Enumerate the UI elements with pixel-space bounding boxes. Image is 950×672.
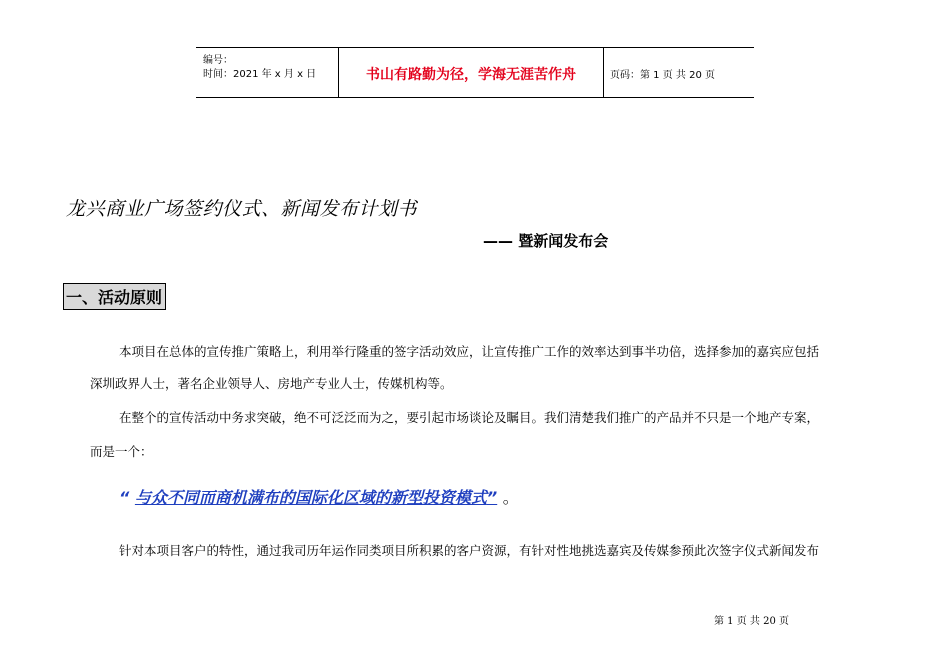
paragraph-line: 本项目在总体的宣传推广策略上，利用举行隆重的签字活动效应，让宣传推广工作的效率达到事半功倍，选择参加的嘉宾应包括 bbox=[119, 344, 820, 359]
section-heading: 一、活动原则 bbox=[63, 283, 166, 310]
date-label: 时间：2021 年 x 月 x 日 bbox=[203, 69, 317, 80]
serial-label: 编号： bbox=[203, 55, 233, 66]
paragraph-line: 针对本项目客户的特性，通过我司历年运作同类项目所积累的客户资源，有针对性地挑选嘉宾及传媒参预此次签字仪式新闻发布 bbox=[119, 543, 820, 558]
header-info-cell bbox=[196, 48, 338, 97]
quote-end-mark: 。 bbox=[502, 488, 519, 507]
paragraph-line: 而是一个： bbox=[90, 444, 153, 459]
paragraph-line: 在整个的宣传活动中务求突破，绝不可泛泛而为之，要引起市场谈论及瞩目。我们清楚我们推广的产品并不只是一个地产专案， bbox=[119, 410, 820, 425]
header-page-cell bbox=[603, 48, 754, 97]
footer-page-number: 第 1 页 共 20 页 bbox=[714, 616, 789, 627]
quote-text: 与众不同而商机满布的国际化区域的新型投资模式 bbox=[134, 488, 487, 507]
quote-open-mark: “ bbox=[119, 488, 130, 507]
header-motto-cell bbox=[338, 48, 604, 97]
header-table bbox=[196, 47, 754, 98]
paragraph-line: 深圳政界人士，著名企业领导人、房地产专业人士，传媒机构等。 bbox=[90, 376, 453, 391]
document-title: 龙兴商业广场签约仪式、新闻发布计划书 bbox=[66, 198, 418, 220]
document-subtitle: —— 暨新闻发布会 bbox=[483, 232, 609, 250]
highlight-quote bbox=[119, 485, 519, 508]
quote-close-mark: ” bbox=[486, 488, 498, 507]
motto-text: 书山有路勤为径，学海无涯苦作舟 bbox=[366, 67, 576, 83]
page-code: 页码：第 1 页 共 20 页 bbox=[610, 70, 715, 81]
